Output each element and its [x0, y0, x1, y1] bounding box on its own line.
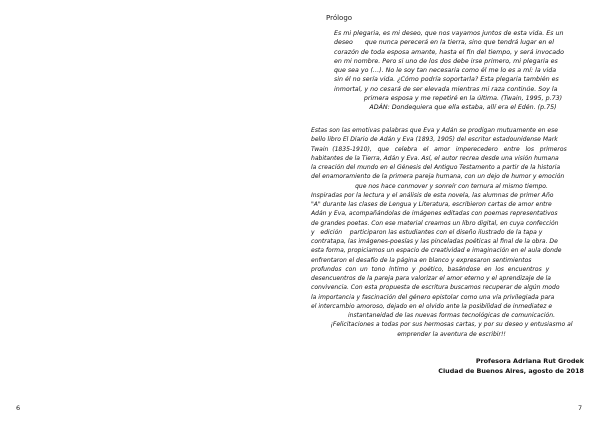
body-line: Adán y Eva, acompañándolas de imágenes editadas con poemas representativos — [311, 210, 558, 218]
body-line: ¡Felicitaciones a todas por sus hermosas cartas, y por su deseo y entusiasmo al — [330, 321, 573, 329]
body-line: emprender la aventura de escribir!! — [397, 330, 506, 338]
body-line: contratapa, las imágenes-poesías y las pinceladas poéticas al final de la obra. De — [311, 238, 558, 245]
quote-line: que sea yo (…). No le soy tan necesaria como él me lo es a mí: la vida — [334, 67, 557, 75]
body-line: "A" durante las clases de Lengua y Literatura, escribieron cartas de amor entre — [311, 201, 552, 208]
quote-line: deseo que nunca perecerá en la tierra, sino que tendrá lugar en el — [334, 39, 554, 47]
body-line: la creación del mundo en el Génesis del Antiguo Testamento a partir de la historia — [311, 164, 561, 171]
body-line: enfrentaron el desafío de la página en blanco y expresaron sentimientos — [311, 256, 532, 264]
body-line: esta forma, propiciamos un espacio de creatividad e imaginación en el aula donde — [311, 247, 562, 255]
body-line: el intercambio amoroso, dejado en el olvido ante la posibilidad de inmediatez e — [311, 302, 553, 310]
prologue-body — [311, 126, 592, 339]
section-heading: Prólogo — [326, 14, 353, 22]
body-line: Twain (1835-1910), que celebra el amor imperecedero entre los primeros — [311, 145, 567, 153]
body-line: desencuentros de la pareja para valorizar el amor eterno y el aprendizaje de la — [311, 275, 551, 282]
quote-line: sin él no sería vida. ¿Cómo podría soportarla? Esta plegaria también es — [334, 76, 559, 84]
body-line: que nos hace conmover y sonreír con ternura al mismo tiempo. — [355, 182, 548, 190]
page-number-left: 6 — [16, 404, 21, 412]
quote-line: corazón de toda esposa amante, hasta el fin del tiempo, y será invocado — [334, 48, 564, 56]
epigraph-quote — [334, 29, 592, 113]
quote-line: Es mi plegaria, es mi deseo, que nos vayamos juntos de esta vida. Es un — [334, 30, 564, 37]
body-line: bello libro El Diario de Adán y Eva (1893, 1905) del escritor estadounidense Mark — [311, 136, 558, 144]
body-line: la importancia y fascinación del género epistolar como una vía privilegiada para — [311, 293, 555, 301]
body-line: del enamoramiento de la primera pareja humana, con un dejo de humor y emoción — [311, 173, 565, 181]
page-number-right: 7 — [578, 404, 583, 412]
body-line: convivencia. Con esta propuesta de escritura buscamos recuperar de algún modo — [311, 284, 560, 292]
body-line: Inspiradas por la lectura y el análisis de esta novela, las alumnas de primer Año — [311, 191, 554, 199]
body-line: instantaneidad de las nuevas formas tecnológicas de comunicación. — [347, 312, 556, 319]
body-line: Estas son las emotivas palabras que Eva y Adán se prodigan mutuamente en ese — [311, 127, 558, 134]
body-line: de grandes poetas. Con ese material creamos un libro digital, en cuya confección — [311, 219, 559, 227]
quote-line: ADÁN: Dondequiera que ella estaba, allí era el Edén. (p.75) — [369, 104, 557, 112]
body-line: profundos con un tono íntimo y poético, basándose en los encuentros y — [311, 265, 550, 273]
body-line: habitantes de la Tierra, Adán y Eva. Así, el autor recrea desde una visión humana — [311, 154, 559, 162]
signature-name: Profesora Adriana Rut Grodek — [475, 357, 584, 365]
quote-line: inmortal, y no cesará de ser elevada mientras mi raza continúe. Soy la — [334, 85, 558, 93]
quote-line: primera esposa y me repetiré en la última. (Twain, 1995, p.73) — [363, 95, 563, 103]
signature-place-date: Ciudad de Buenos Aires, agosto de 2018 — [438, 366, 584, 375]
quote-line: en mi nombre. Pero si uno de los dos debe irse primero, mi plegaria es — [334, 57, 558, 65]
signature-block — [412, 357, 584, 376]
body-line: y edición participaron las estudiantes con el diseño ilustrado de la tapa y — [311, 228, 543, 236]
